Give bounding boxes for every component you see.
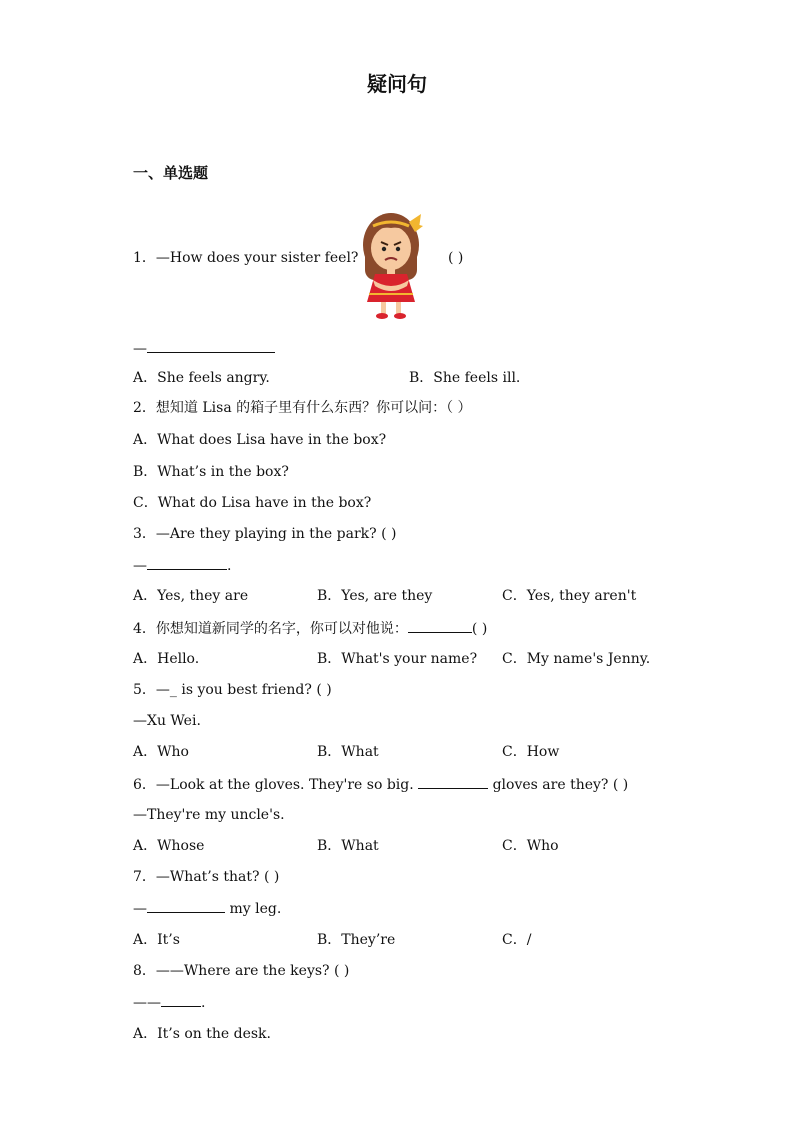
question-1-answer-line [133, 338, 275, 359]
question-5-option-c: C．How [502, 744, 560, 760]
question-5-answer: —Xu Wei. [133, 713, 201, 729]
question-3-answer-line [133, 555, 231, 576]
question-4-stem [133, 618, 487, 639]
question-7-option-c: C．/ [502, 932, 532, 948]
answer-suffix: . [227, 558, 232, 574]
girl-left-eye [382, 247, 386, 251]
question-4-option-c: C．My name's Jenny. [502, 651, 651, 667]
question-4-option-b: B．What's your name? [317, 651, 478, 667]
answer-blank [408, 618, 472, 633]
question-1-stem: 1．—How does your sister feel? [133, 250, 359, 266]
answer-suffix: my leg. [229, 901, 282, 917]
question-1-option-a: A．She feels angry. [133, 370, 270, 386]
question-6-option-b: B．What [317, 838, 379, 854]
question-1-option-b: B．She feels ill. [409, 370, 521, 386]
girl-left-shoe [376, 313, 388, 319]
question-5-option-a: A．Who [133, 744, 189, 760]
question-7-option-a: A．It’s [133, 932, 180, 948]
question-3-option-a: A．Yes, they are [133, 588, 249, 604]
section-heading: 一、单选题 [133, 164, 209, 182]
girl-right-shoe [394, 313, 406, 319]
girl-right-eye [396, 247, 400, 251]
question-6-option-c: C．Who [502, 838, 559, 854]
stem-after: gloves are they? ( ) [492, 777, 629, 793]
question-8-stem: 8．——Where are the keys? ( ) [133, 963, 350, 979]
answer-blank [147, 338, 275, 353]
question-4-option-a: A．Hello. [133, 651, 200, 667]
question-3-option-b: B．Yes, are they [317, 588, 433, 604]
answer-prefix: — [133, 901, 147, 917]
question-6-stem [133, 774, 628, 795]
question-2-option-c: C．What do Lisa have in the box? [133, 495, 372, 511]
question-7-option-b: B．They’re [317, 932, 396, 948]
question-5-option-b: B．What [317, 744, 379, 760]
answer-prefix: — [133, 341, 147, 357]
question-8-answer-line [133, 992, 205, 1013]
question-6-option-a: A．Whose [133, 838, 205, 854]
stem-before: 4．你想知道新同学的名字，你可以对他说： [133, 621, 408, 637]
page-title: 疑问句 [367, 72, 427, 96]
question-7-stem: 7．—What’s that? ( ) [133, 869, 280, 885]
answer-prefix: —— [133, 995, 161, 1011]
question-7-answer-line [133, 898, 281, 919]
question-3-stem: 3．—Are they playing in the park? ( ) [133, 526, 397, 542]
question-5-stem: 5．—_ is you best friend? ( ) [133, 682, 332, 698]
girl-neck [387, 268, 395, 274]
stem-before: 6．—Look at the gloves. They're so big. [133, 777, 414, 793]
stem-after: ( ) [471, 621, 488, 637]
question-2-option-b: B．What’s in the box? [133, 464, 289, 480]
girl-face [371, 226, 411, 270]
answer-blank [147, 898, 225, 913]
question-2-stem: 2．想知道 Lisa 的箱子里有什么东西？你可以问：（ ） [133, 400, 472, 416]
answer-blank [147, 555, 227, 570]
angry-girl-illustration [343, 200, 439, 320]
question-8-option-a: A．It’s on the desk. [133, 1026, 271, 1042]
girl-right-leg [396, 302, 401, 314]
answer-suffix: . [201, 995, 206, 1011]
girl-left-leg [381, 302, 386, 314]
answer-blank [161, 992, 201, 1007]
question-6-answer: —They're my uncle's. [133, 807, 285, 823]
question-2-option-a: A．What does Lisa have in the box? [133, 432, 387, 448]
answer-blank [418, 774, 488, 789]
question-3-option-c: C．Yes, they aren't [502, 588, 637, 604]
answer-prefix: — [133, 558, 147, 574]
question-1-paren: ( ) [448, 250, 464, 266]
